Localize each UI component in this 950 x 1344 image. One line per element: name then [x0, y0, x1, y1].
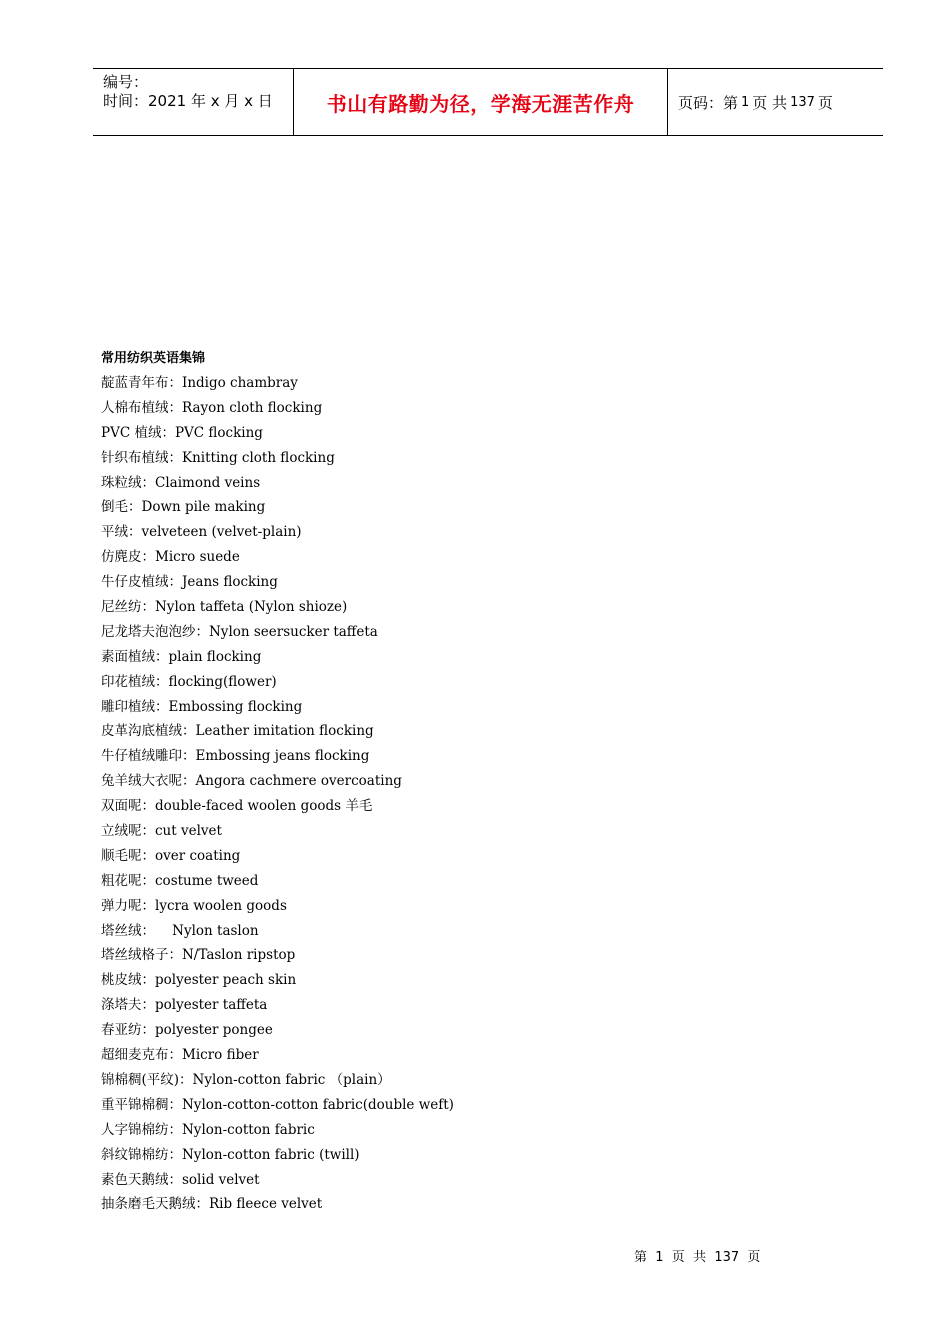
term-item: 尼丝纺：Nylon taffeta (Nylon shioze): [101, 599, 348, 616]
term-item: 皮革沟底植绒：Leather imitation flocking: [101, 723, 374, 740]
term-item: 超细麦克布：Micro fiber: [101, 1047, 259, 1064]
term-item: 雕印植绒：Embossing flocking: [101, 698, 303, 715]
term-item: 仿麂皮：Micro suede: [101, 549, 240, 566]
term-item: 靛蓝青年布：Indigo chambray: [101, 375, 298, 391]
term-item: 斜纹锦棉纺：Nylon-cotton fabric (twill): [101, 1146, 360, 1163]
term-item: 立绒呢：cut velvet: [101, 823, 222, 840]
term-item: 平绒：velveteen (velvet-plain): [101, 524, 302, 541]
term-item: 人字锦棉纺：Nylon-cotton fabric: [101, 1121, 315, 1138]
page-footer: 第 1 页 共 137 页: [634, 1250, 761, 1265]
term-item: 顺毛呢：over coating: [101, 847, 241, 864]
term-item: 针织布植绒：Knitting cloth flocking: [101, 449, 335, 466]
page-mid: 页 共: [752, 93, 788, 112]
motto-text: 书山有路勤为径，学海无涯苦作舟: [326, 91, 635, 116]
document-body: [101, 347, 861, 1217]
term-item: 印花植绒：flocking(flower): [101, 673, 277, 690]
term-item: 涤塔夫：polyester taffeta: [101, 997, 268, 1014]
term-item: 塔丝绒： Nylon taslon: [101, 922, 259, 939]
term-item: 素面植绒：plain flocking: [101, 648, 262, 665]
page-total: 137: [790, 94, 815, 110]
header-table: [93, 68, 883, 136]
date-label: 时间：2021 年 x 月 x 日: [103, 92, 273, 110]
term-item: 尼龙塔夫泡泡纱：Nylon seersucker taffeta: [101, 623, 378, 640]
term-item: 素色天鹅绒：solid velvet: [101, 1171, 260, 1188]
header-page-cell: [668, 69, 883, 135]
term-item: 兔羊绒大衣呢：Angora cachmere overcoating: [101, 773, 402, 790]
page-suffix: 页: [817, 93, 833, 112]
term-item: 塔丝绒格子：N/Taslon ripstop: [101, 947, 296, 964]
term-list: [101, 371, 861, 1217]
term-item: 桃皮绒：polyester peach skin: [101, 972, 297, 989]
term-item: 弹力呢：lycra woolen goods: [101, 897, 287, 914]
term-item: PVC 植绒：PVC flocking: [101, 424, 263, 441]
term-item: 春亚纺：polyester pongee: [101, 1022, 273, 1039]
term-item: 抽条磨毛天鹅绒：Rib fleece velvet: [101, 1196, 323, 1213]
term-item: 倒毛：Down pile making: [101, 499, 266, 516]
header-info-cell: [93, 69, 294, 135]
term-item: 珠粒绒：Claimond veins: [101, 474, 261, 491]
term-item: 重平锦棉稠：Nylon-cotton-cotton fabric(double weft): [101, 1096, 454, 1113]
header-motto-cell: [294, 69, 668, 135]
page-prefix: 页码：第: [678, 93, 739, 112]
term-item: 锦棉稠(平纹)：Nylon-cotton fabric （plain）: [101, 1071, 391, 1088]
page-current: 1: [741, 94, 750, 110]
term-item: 人棉布植绒：Rayon cloth flocking: [101, 399, 323, 416]
term-item: 粗花呢：costume tweed: [101, 872, 259, 889]
term-item: 双面呢：double-faced woolen goods 羊毛: [101, 798, 373, 815]
document-title: 常用纺织英语集锦: [101, 351, 206, 366]
term-item: 牛仔植绒雕印：Embossing jeans flocking: [101, 748, 370, 765]
number-label: 编号：: [103, 73, 149, 91]
term-item: 牛仔皮植绒：Jeans flocking: [101, 574, 278, 591]
